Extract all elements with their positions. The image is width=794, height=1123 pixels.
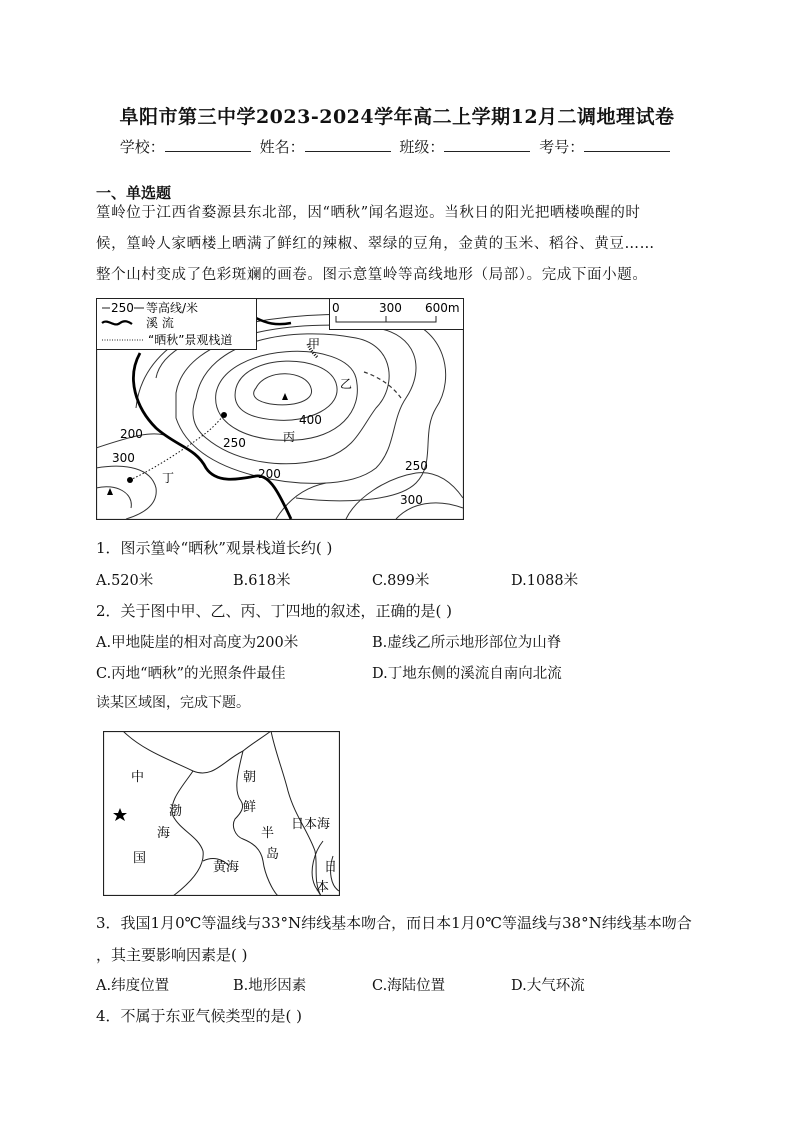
- contour-300-a: 300: [112, 451, 135, 465]
- contour-250-b: 250: [405, 459, 428, 473]
- label-chao: 朝: [243, 770, 257, 785]
- intro-line: 篁岭位于江西省婺源县东北部，因“晒秋”闻名遐迩。当秋日的阳光把晒楼唤醒的时: [96, 205, 641, 221]
- contour-400: 400: [299, 413, 322, 427]
- label-ben: 本: [316, 880, 330, 895]
- contour-250-a: 250: [223, 436, 246, 450]
- q3-option-b[interactable]: B.地形因素: [233, 978, 307, 994]
- legend-trail: “晒秋”景观栈道: [148, 333, 233, 347]
- intro-paragraph-2: 读某区域图，完成下题。: [96, 695, 250, 711]
- school-label: 学校：: [119, 138, 165, 156]
- q3-option-a[interactable]: A.纬度位置: [96, 978, 170, 994]
- scale-300: 300: [379, 301, 402, 315]
- name-blank: [305, 137, 391, 152]
- legend-stream: 溪 流: [146, 316, 174, 330]
- contour-200-a: 200: [120, 427, 143, 441]
- region-map: [103, 731, 340, 896]
- exam-no-blank: [584, 137, 670, 152]
- question-3-stem-line1: 3．我国1月0℃等温线与33°N纬线基本吻合，而日本1月0℃等温线与38°N纬线基本吻合: [96, 914, 692, 932]
- intro-line: 候，篁岭人家晒楼上晒满了鲜红的辣椒、翠绿的豆角，金黄的玉米、稻谷、黄豆……: [96, 236, 655, 252]
- exam-title: 阜阳市第三中学2023-2024学年高二上学期12月二调地理试卷: [119, 106, 675, 128]
- q2-option-a[interactable]: A.甲地陡崖的相对高度为200米: [96, 635, 299, 651]
- label-ding: 丁: [162, 471, 175, 485]
- legend-contour-value: 250: [111, 301, 134, 315]
- label-yi: 乙: [340, 377, 353, 391]
- name-label: 姓名：: [259, 138, 305, 156]
- school-blank: [165, 137, 251, 152]
- label-hai: 海: [157, 826, 171, 841]
- contour-200-b: 200: [258, 467, 281, 481]
- label-ribenhai: 日本海: [291, 817, 331, 832]
- question-4-stem: 4．不属于东亚气候类型的是( ): [96, 1007, 303, 1025]
- q2-option-c[interactable]: C.丙地“晒秋”的光照条件最佳: [96, 666, 286, 682]
- question-1-stem: 1．图示篁岭“晒秋”观景栈道长约( ): [96, 539, 333, 557]
- scale-0: 0: [332, 301, 340, 315]
- q3-option-d[interactable]: D.大气环流: [511, 978, 585, 994]
- q1-option-b[interactable]: B.618米: [233, 573, 291, 589]
- label-dao: 岛: [266, 847, 280, 862]
- q1-option-d[interactable]: D.1088米: [511, 573, 579, 589]
- class-blank: [444, 137, 530, 152]
- label-bing: 丙: [283, 430, 296, 444]
- student-info-row: [0, 136, 794, 157]
- label-xian: 鲜: [243, 800, 257, 815]
- question-2-stem: 2．关于图中甲、乙、丙、丁四地的叙述，正确的是( ): [96, 602, 453, 620]
- contour-300-b: 300: [400, 493, 423, 507]
- label-jia: 甲: [308, 337, 321, 351]
- class-label: 班级：: [399, 138, 445, 156]
- label-bo: 渤: [169, 804, 183, 819]
- label-guo: 国: [133, 851, 147, 866]
- legend-contour: 等高线/米: [146, 301, 199, 315]
- q1-option-a[interactable]: A.520米: [96, 573, 154, 589]
- q3-option-c[interactable]: C.海陆位置: [372, 978, 446, 994]
- label-ri: 日: [324, 860, 338, 875]
- q1-option-c[interactable]: C.899米: [372, 573, 430, 589]
- question-3-stem-line2: ，其主要影响因素是( ): [96, 946, 248, 964]
- exam-no-label: 考号：: [539, 138, 585, 156]
- q2-option-d[interactable]: D.丁地东侧的溪流自南向北流: [372, 666, 562, 682]
- label-zhong: 中: [131, 770, 145, 785]
- contour-map: [96, 298, 464, 520]
- intro-paragraph-1: [96, 198, 696, 291]
- scale-600: 600m: [425, 301, 460, 315]
- intro-line: 整个山村变成了色彩斑斓的画卷。图示意篁岭等高线地形（局部）。完成下面小题。: [96, 267, 648, 283]
- section-heading: 一、单选题: [96, 184, 172, 202]
- q2-option-b[interactable]: B.虚线乙所示地形部位为山脊: [372, 635, 562, 651]
- label-huanghai: 黄海: [213, 860, 240, 875]
- label-ban: 半: [261, 826, 275, 841]
